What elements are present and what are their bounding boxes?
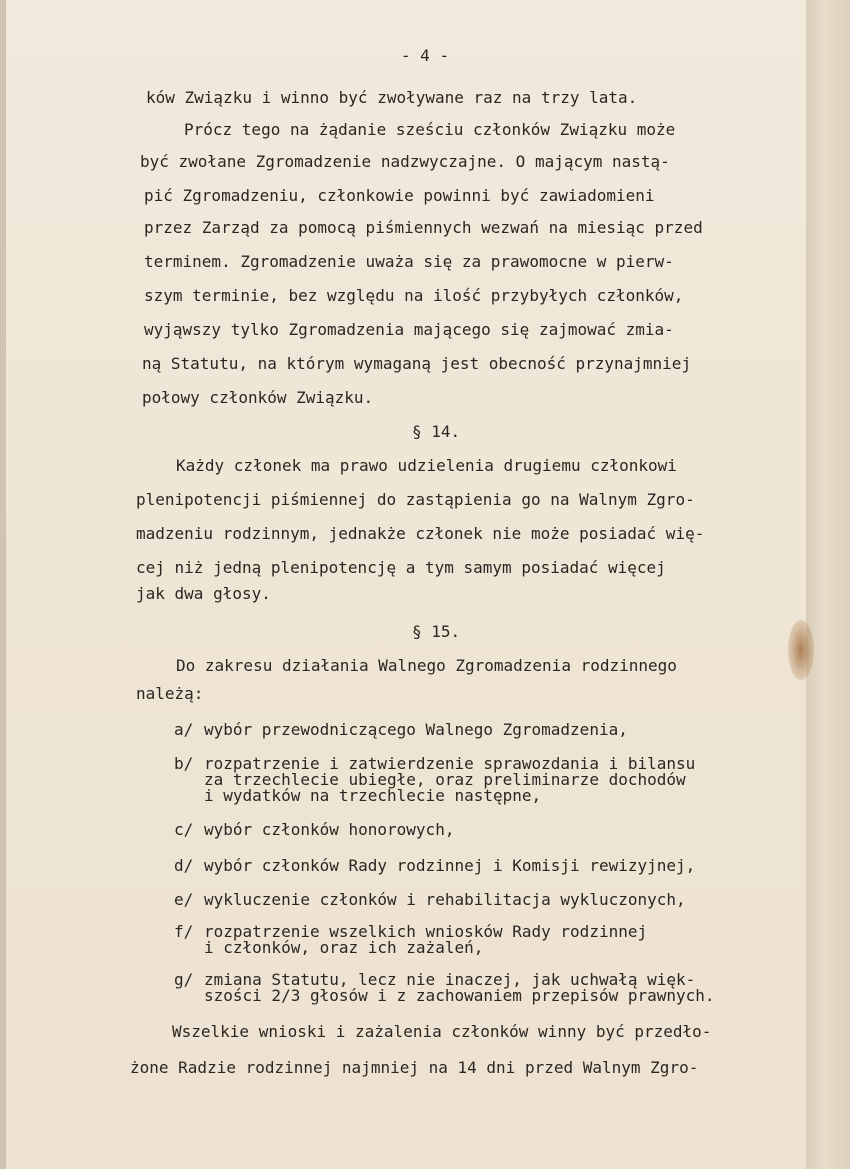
text-line: terminem. Zgromadzenie uważa się za prawomocne w pierw- — [144, 252, 674, 271]
text-line: jak dwa głosy. — [136, 584, 271, 603]
section-heading-15: § 15. — [412, 622, 461, 641]
text-line: pić Zgromadzeniu, członkowie powinni być zawiadomieni — [144, 186, 655, 205]
list-marker: a/ — [174, 720, 194, 739]
text-line: Wszelkie wnioski i zażalenia członków winny być przedło- — [172, 1022, 712, 1041]
section-heading-14: § 14. — [412, 422, 461, 441]
list-item-text: wykluczenie członków i rehabilitacja wykluczonych, — [204, 890, 686, 909]
text-line: Do zakresu działania Walnego Zgromadzenia rodzinnego — [176, 656, 677, 675]
text-line: wyjąwszy tylko Zgromadzenia mającego się zajmować zmia- — [144, 320, 674, 339]
text-line: ków Związku i winno być zwoływane raz na trzy lata. — [146, 88, 638, 107]
list-item-text: wybór członków honorowych, — [204, 820, 455, 839]
list-item-text: zmiana Statutu, lecz nie inaczej, jak uchwałą więk- — [204, 970, 696, 989]
text-line: połowy członków Związku. — [142, 388, 374, 407]
list-marker: b/ — [174, 754, 194, 773]
list-item-text: rozpatrzenie i zatwierdzenie sprawozdania i bilansu — [204, 754, 696, 773]
page-number: - 4 - — [400, 46, 450, 65]
text-line: żone Radzie rodzinnej najmniej na 14 dni przed Walnym Zgro- — [130, 1058, 699, 1077]
list-item-text: wybór członków Rady rodzinnej i Komisji rewizyjnej, — [204, 856, 696, 875]
text-line: plenipotencji piśmiennej do zastąpienia go na Walnym Zgro- — [136, 490, 695, 509]
text-line: Prócz tego na żądanie sześciu członków Związku może — [184, 120, 676, 139]
text-line: cej niż jedną plenipotencję a tym samym posiadać więcej — [136, 558, 666, 577]
list-item-text: szości 2/3 głosów i z zachowaniem przepisów prawnych. — [204, 986, 715, 1005]
list-marker: c/ — [174, 820, 194, 839]
text-line: ną Statutu, na którym wymaganą jest obecność przynajmniej — [142, 354, 692, 373]
text-line: być zwołane Zgromadzenie nadzwyczajne. O mającym nastą- — [140, 152, 670, 171]
list-item-text: i wydatków na trzechlecie następne, — [204, 786, 542, 805]
list-item-text: i członków, oraz ich zażaleń, — [204, 938, 484, 957]
list-marker: f/ — [174, 922, 194, 941]
text-line: szym terminie, bez względu na ilość przybyłych członków, — [144, 286, 684, 305]
list-item-text: za trzechlecie ubiegłe, oraz preliminarze dochodów — [204, 770, 686, 789]
list-marker: e/ — [174, 890, 194, 909]
list-item-text: wybór przewodniczącego Walnego Zgromadzenia, — [204, 720, 628, 739]
text-line: Każdy członek ma prawo udzielenia drugiemu członkowi — [176, 456, 677, 475]
list-item-text: rozpatrzenie wszelkich wniosków Rady rodzinnej — [204, 922, 648, 941]
list-marker: g/ — [174, 970, 194, 989]
text-line: madzeniu rodzinnym, jednakże członek nie może posiadać wię- — [136, 524, 705, 543]
list-marker: d/ — [174, 856, 194, 875]
text-line: należą: — [136, 684, 204, 703]
text-line: przez Zarząd za pomocą piśmiennych wezwań na miesiąc przed — [144, 218, 703, 237]
